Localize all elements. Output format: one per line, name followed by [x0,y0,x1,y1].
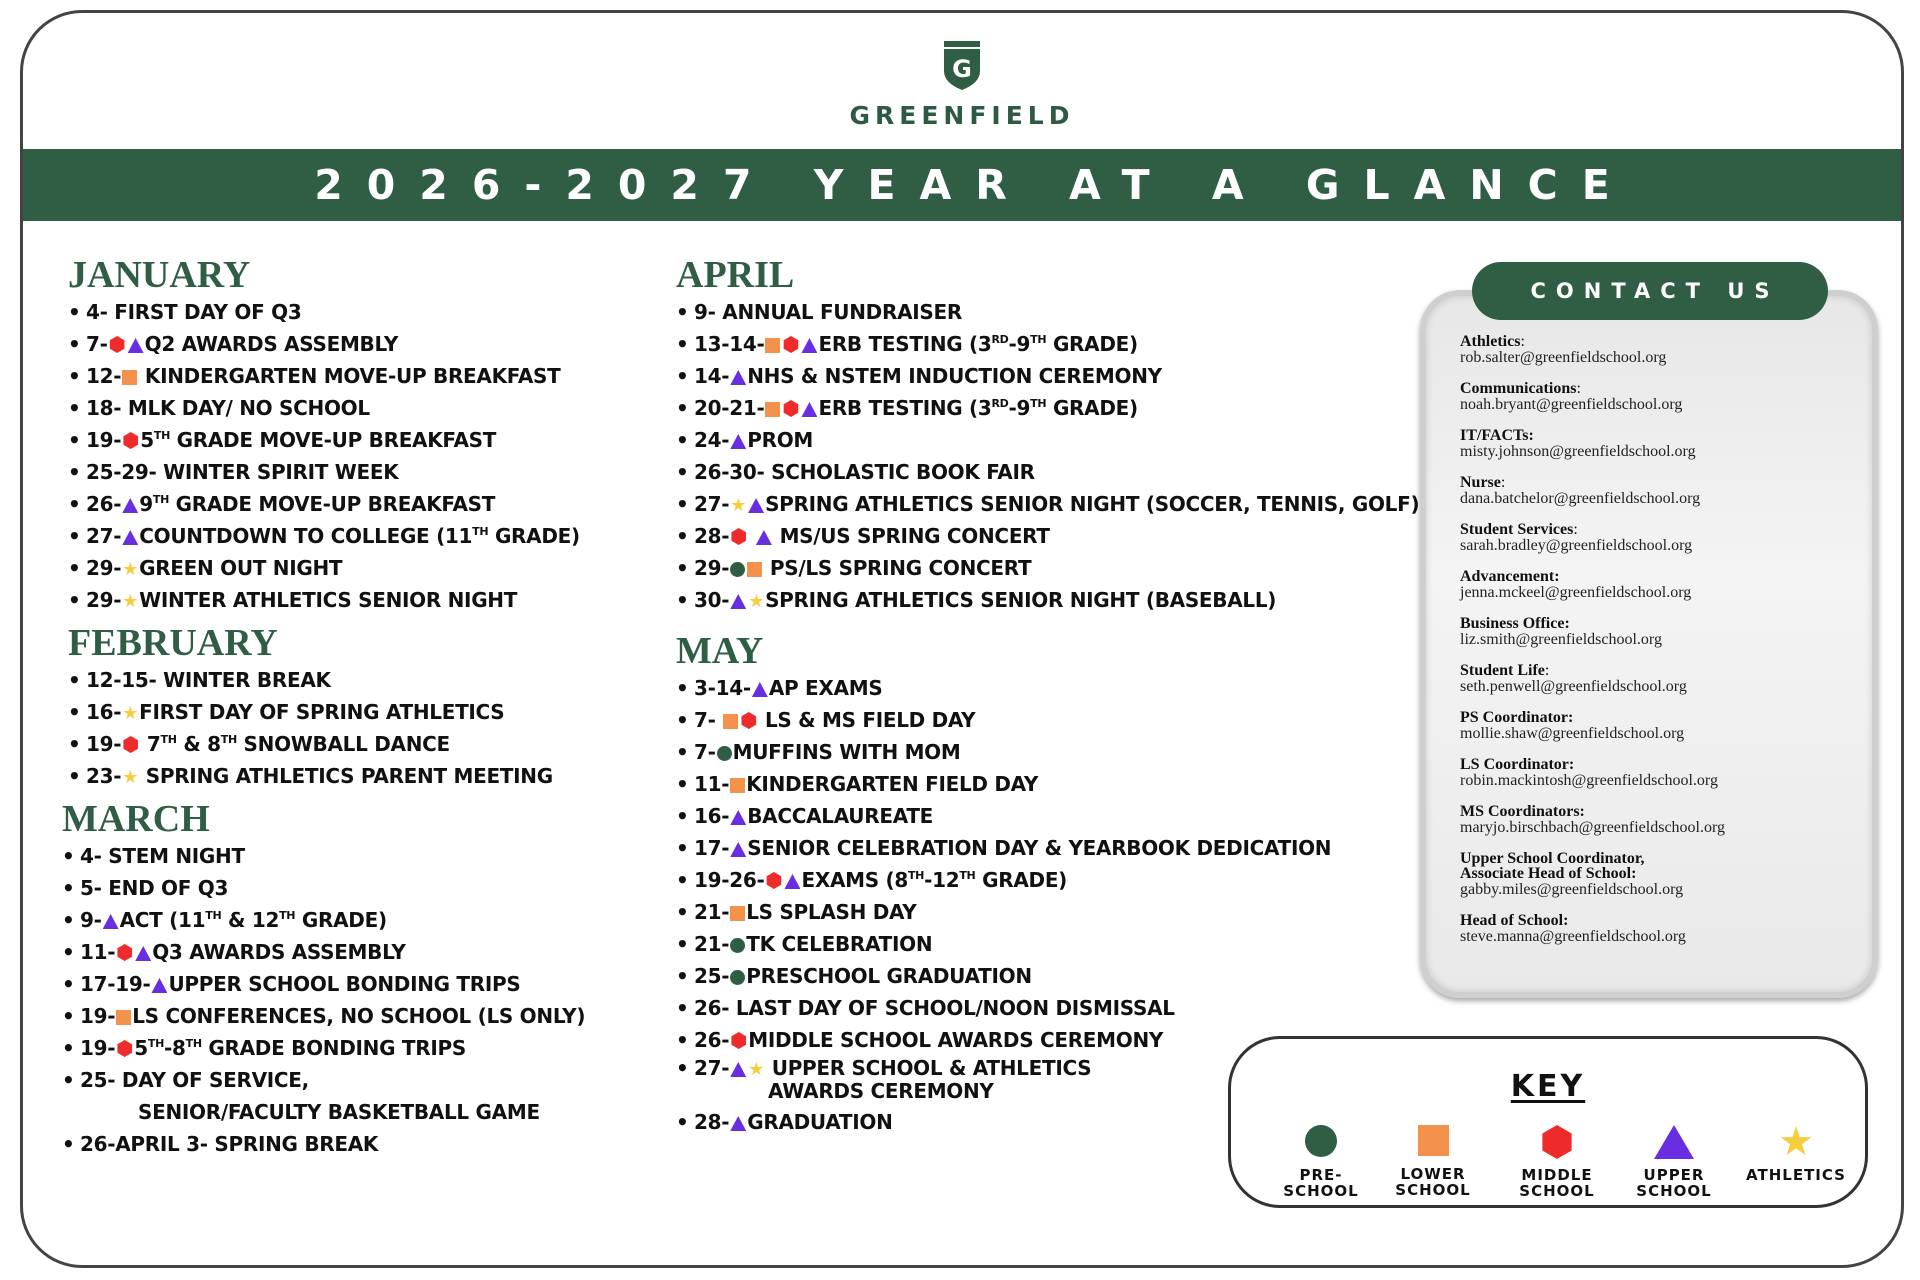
list-item: • 11- Q3 AWARDS ASSEMBLY [40,936,646,968]
list-item: • 13-14- ERB TESTING (3RD-9TH GRADE) [654,328,1454,360]
email-link[interactable]: gabby.miles@greenfieldschool.org [1460,881,1684,898]
list-item: • 21- LS SPLASH DAY [654,896,1454,928]
month-heading-april: APRIL [676,254,795,296]
email-link[interactable]: sarah.bradley@greenfieldschool.org [1460,537,1693,554]
athletics-star-icon: ★ [748,1059,765,1080]
list-item: • 29- PS/LS SPRING CONCERT [654,552,1454,584]
lower-school-square-icon [730,778,745,793]
list-item: • 27- ★ UPPER SCHOOL & ATHLETICS [654,1056,1454,1080]
list-item: • 4- FIRST DAY OF Q3 [46,296,646,328]
list-item: • 16-★FIRST DAY OF SPRING ATHLETICS [46,696,646,728]
athletics-star-icon: ★ [748,591,765,612]
list-item: • 19-26- EXAMS (8TH-12TH GRADE) [654,864,1454,896]
list-item: • 9- ACT (11TH & 12TH GRADE) [40,904,646,936]
list-item: • 29-★GREEN OUT NIGHT [46,552,646,584]
list-item: • 19- 7TH & 8TH SNOWBALL DANCE [46,728,646,760]
list-item: • 26- LAST DAY OF SCHOOL/NOON DISMISSAL [654,992,1454,1024]
middle-school-hexagon-icon [116,944,133,961]
list-item: SENIOR/FACULTY BASKETBALL GAME [138,1100,540,1124]
contact-item: MS Coordinators: maryjo.birschbach@greenfieldschool.org [1460,804,1860,851]
lower-school-square-icon [116,1010,131,1025]
key-title: KEY [1510,1069,1586,1104]
upper-school-triangle-icon [103,914,119,929]
month-heading-march: MARCH [62,798,210,840]
crest-letter: G [952,55,972,83]
upper-school-triangle-icon [730,370,746,385]
email-link[interactable]: seth.penwell@greenfieldschool.org [1460,678,1687,695]
list-item: • 29-★WINTER ATHLETICS SENIOR NIGHT [46,584,646,616]
upper-school-triangle-icon [784,874,800,889]
upper-school-triangle-icon [1654,1125,1694,1159]
school-logo [23,41,1901,130]
lower-school-square-icon [122,370,137,385]
contact-heading: CONTACT US [1472,262,1828,320]
key-item-upper-school: UPPER SCHOOL [1614,1125,1734,1199]
middle-school-hexagon-icon [782,336,799,353]
email-link[interactable]: misty.johnson@greenfieldschool.org [1460,443,1696,460]
list-item: • 7- LS & MS FIELD DAY [654,704,1454,736]
list-item: • 17-19- UPPER SCHOOL BONDING TRIPS [40,968,646,1000]
list-item: • 12- KINDERGARTEN MOVE-UP BREAKFAST [46,360,646,392]
athletics-star-icon: ★ [122,559,139,580]
preschool-circle-icon [730,938,745,953]
email-link[interactable]: mollie.shaw@greenfieldschool.org [1460,725,1685,742]
april-events [654,296,1454,616]
list-item: • 28- MS/US SPRING CONCERT [654,520,1454,552]
middle-school-hexagon-icon [1540,1125,1574,1159]
key-legend [1228,1036,1868,1208]
list-item: • 16- BACCALAUREATE [654,800,1454,832]
upper-school-triangle-icon [730,1116,746,1131]
list-item: • 25- PRESCHOOL GRADUATION [654,960,1454,992]
list-item: • 12-15- WINTER BREAK [46,664,646,696]
email-link[interactable]: liz.smith@greenfieldschool.org [1460,631,1662,648]
list-item: • 19- 5TH GRADE MOVE-UP BREAKFAST [46,424,646,456]
left-column [46,254,646,1160]
athletics-star-icon: ★ [122,703,139,724]
january-events [46,296,646,616]
list-item: • 25- DAY OF SERVICE, [40,1064,646,1096]
key-item-athletics: ★ ATHLETICS [1731,1125,1861,1183]
email-link[interactable]: steve.manna@greenfieldschool.org [1460,928,1686,945]
crest-icon [942,41,982,91]
march-events [40,840,646,1160]
upper-school-triangle-icon [801,338,817,353]
list-item: • 27-★ SPRING ATHLETICS SENIOR NIGHT (SOCCER, TENNIS, GOLF) [654,488,1454,520]
lower-school-square-icon [765,402,780,417]
upper-school-triangle-icon [151,978,167,993]
list-item: • 26- 9TH GRADE MOVE-UP BREAKFAST [46,488,646,520]
list-item: • 27- COUNTDOWN TO COLLEGE (11TH GRADE) [46,520,646,552]
middle-school-hexagon-icon [116,1040,133,1057]
middle-school-hexagon-icon [109,336,126,353]
athletics-star-icon: ★ [1778,1120,1814,1164]
list-item: • 30- ★SPRING ATHLETICS SENIOR NIGHT (BASEBALL) [654,584,1454,616]
list-item: • 23-★ SPRING ATHLETICS PARENT MEETING [46,760,646,792]
list-item: • 3-14- AP EXAMS [654,672,1454,704]
list-item: • 14- NHS & NSTEM INDUCTION CEREMONY [654,360,1454,392]
athletics-star-icon: ★ [122,591,139,612]
contact-item: Head of School: steve.manna@greenfieldschool.org [1460,913,1860,960]
list-item: • 7- Q2 AWARDS ASSEMBLY [46,328,646,360]
list-item: • 5- END OF Q3 [40,872,646,904]
list-item: • 17- SENIOR CELEBRATION DAY & YEARBOOK DEDICATION [654,832,1454,864]
lower-school-square-icon [765,338,780,353]
upper-school-triangle-icon [801,402,817,417]
upper-school-triangle-icon [730,434,746,449]
list-item: • 9- ANNUAL FUNDRAISER [654,296,1454,328]
contact-item: Student Services: sarah.bradley@greenfieldschool.org [1460,522,1860,569]
preschool-circle-icon [730,562,745,577]
upper-school-triangle-icon [730,810,746,825]
email-link[interactable]: jenna.mckeel@greenfieldschool.org [1460,584,1692,601]
list-item: • 19- 5TH-8TH GRADE BONDING TRIPS [40,1032,646,1064]
list-item: • 11- KINDERGARTEN FIELD DAY [654,768,1454,800]
upper-school-triangle-icon [122,498,138,513]
february-events [46,664,646,792]
preschool-circle-icon [730,970,745,985]
month-heading-january: JANUARY [68,254,251,296]
contact-item: IT/FACTs: misty.johnson@greenfieldschool.org [1460,428,1860,475]
email-link[interactable]: maryjo.birschbach@greenfieldschool.org [1460,819,1726,836]
list-item: • 26-30- SCHOLASTIC BOOK FAIR [654,456,1454,488]
upper-school-triangle-icon [748,498,764,513]
email-link[interactable]: dana.batchelor@greenfieldschool.org [1460,490,1701,507]
middle-school-hexagon-icon [122,432,139,449]
month-heading-may: MAY [676,630,764,672]
list-item: • 26-APRIL 3- SPRING BREAK [40,1128,646,1160]
upper-school-triangle-icon [730,594,746,609]
list-item: • 28- GRADUATION [654,1106,1454,1138]
month-heading-february: FEBRUARY [68,622,278,664]
list-item: • 4- STEM NIGHT [40,840,646,872]
upper-school-triangle-icon [752,682,768,697]
email-link[interactable]: robin.mackintosh@greenfieldschool.org [1460,772,1718,789]
contact-item: Advancement: jenna.mckeel@greenfieldschool.org [1460,569,1860,616]
contact-item: Nurse: dana.batchelor@greenfieldschool.org [1460,475,1860,522]
list-item: • 24- PROM [654,424,1454,456]
middle-school-hexagon-icon [730,528,747,545]
list-item: • 26- MIDDLE SCHOOL AWARDS CEREMONY [654,1024,1454,1056]
middle-school-hexagon-icon [730,1032,747,1049]
middle-column [654,254,1454,1138]
list-item: AWARDS CEREMONY [768,1079,994,1103]
upper-school-triangle-icon [128,338,144,353]
page-title: 2026-2027 YEAR AT A GLANCE [20,149,1904,221]
list-item: • 25-29- WINTER SPIRIT WEEK [46,456,646,488]
middle-school-hexagon-icon [740,712,757,729]
contact-item: Business Office: liz.smith@greenfieldschool.org [1460,616,1860,663]
list-item: • 19- LS CONFERENCES, NO SCHOOL (LS ONLY) [40,1000,646,1032]
key-item-lower-school: LOWER SCHOOL [1373,1125,1493,1198]
lower-school-square-icon [1418,1125,1449,1156]
contact-list [1460,334,1860,960]
lower-school-square-icon [747,562,762,577]
lower-school-square-icon [723,714,738,729]
school-name: GREENFIELD [849,101,1075,130]
upper-school-triangle-icon [730,1062,746,1077]
list-item: • 18- MLK DAY/ NO SCHOOL [46,392,646,424]
contact-item: Student Life: seth.penwell@greenfieldschool.org [1460,663,1860,710]
upper-school-triangle-icon [135,946,151,961]
list-item: • 21- TK CELEBRATION [654,928,1454,960]
list-item: • 7- MUFFINS WITH MOM [654,736,1454,768]
contact-item: Upper School Coordinator, Associate Head of School: gabby.miles@greenfieldschool.org [1460,851,1860,913]
contact-item: PS Coordinator: mollie.shaw@greenfieldschool.org [1460,710,1860,757]
contact-item: LS Coordinator: robin.mackintosh@greenfieldschool.org [1460,757,1860,804]
list-item: • 20-21- ERB TESTING (3RD-9TH GRADE) [654,392,1454,424]
middle-school-hexagon-icon [765,872,782,889]
contact-item: Athletics: rob.salter@greenfieldschool.org [1460,334,1860,381]
upper-school-triangle-icon [122,530,138,545]
preschool-circle-icon [717,746,732,761]
lower-school-square-icon [730,906,745,921]
email-link[interactable]: rob.salter@greenfieldschool.org [1460,349,1667,366]
athletics-star-icon: ★ [730,495,747,516]
middle-school-hexagon-icon [782,400,799,417]
email-link[interactable]: noah.bryant@greenfieldschool.org [1460,396,1683,413]
middle-school-hexagon-icon [122,736,139,753]
preschool-circle-icon [1305,1125,1337,1157]
upper-school-triangle-icon [756,530,772,545]
upper-school-triangle-icon [730,842,746,857]
athletics-star-icon: ★ [122,767,139,788]
contact-item: Communications: noah.bryant@greenfieldschool.org [1460,381,1860,428]
key-item-middle-school: MIDDLE SCHOOL [1497,1125,1617,1199]
key-item-preschool: PRE- SCHOOL [1261,1125,1381,1199]
